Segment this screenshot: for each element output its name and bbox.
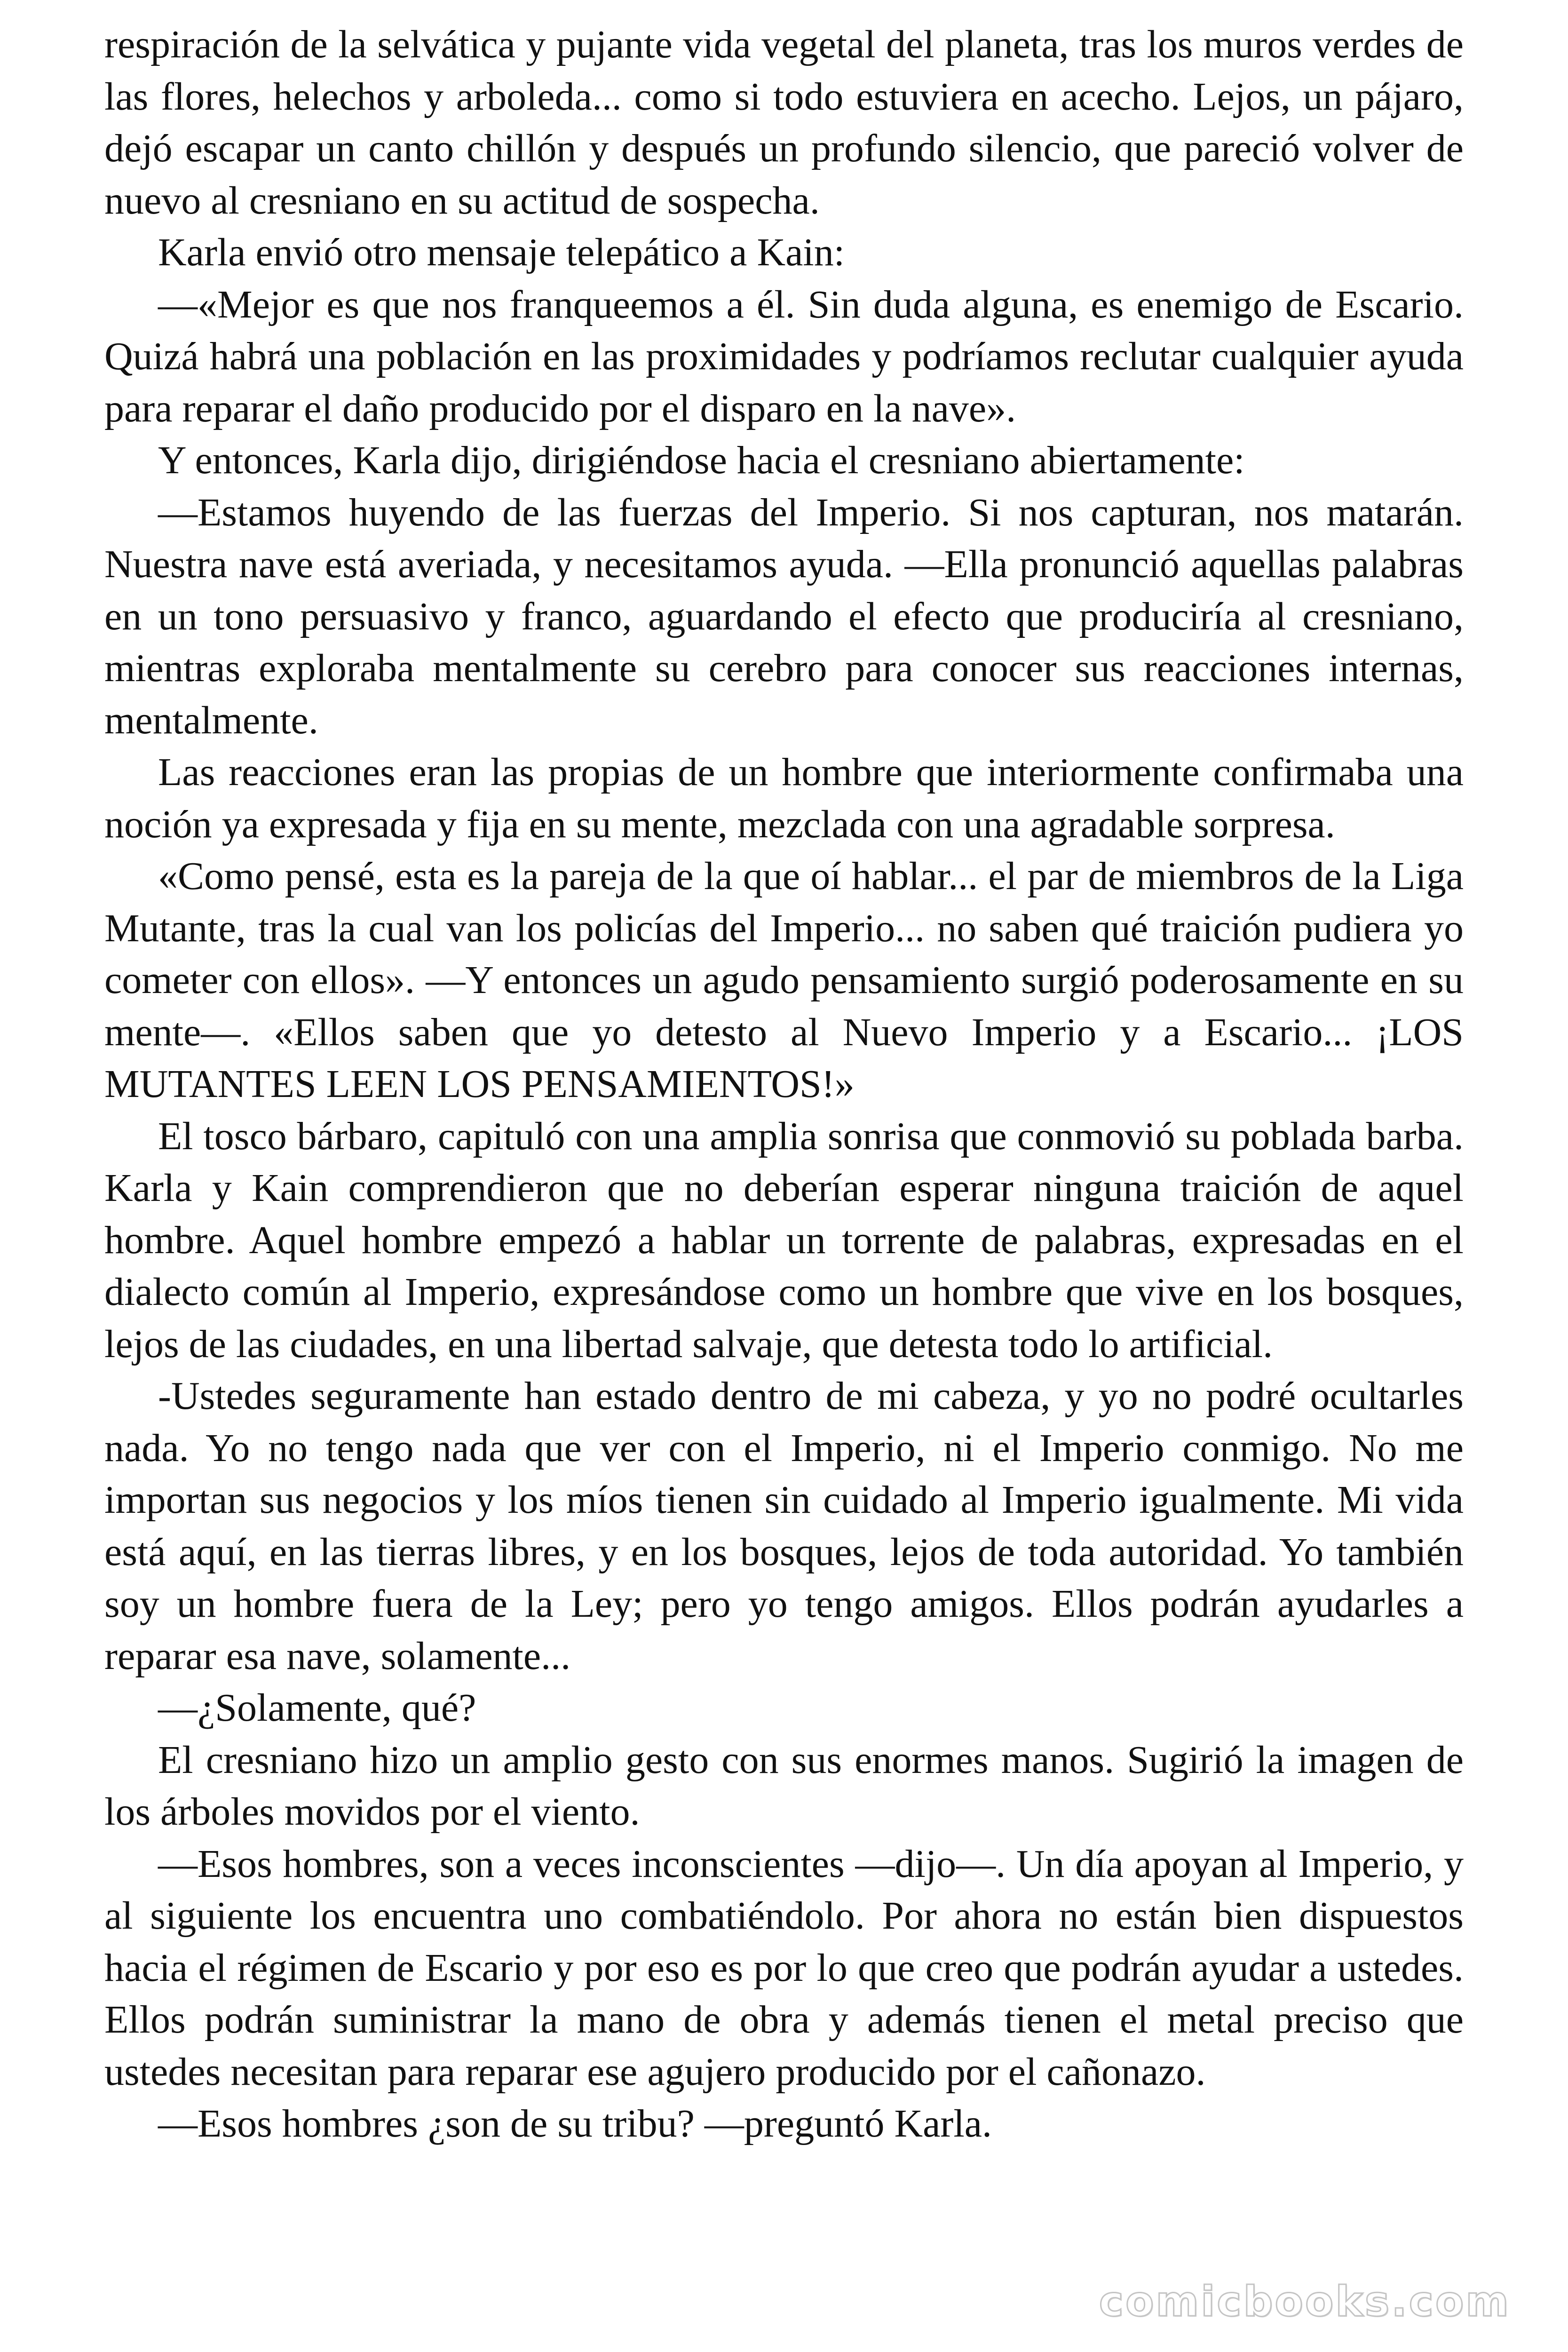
paragraph-12: —Esos hombres, son a veces inconscientes —dijo—. Un día apoyan al Imperio, y al siguiente los encuentra uno combatiéndolo. Por ahora no están bien dispuestos hacia el régimen de Escario y por eso es por lo que creo que podrán ayudar a ustedes. Ellos podrán suministrar la mano de obra y además tienen el metal preciso que ustedes necesitan para reparar ese agujero producido por el cañonazo.: [104, 1842, 1464, 2094]
paragraph-5: —Estamos huyendo de las fuerzas del Imperio. Si nos capturan, nos matarán. Nuestra nave está averiada, y necesitamos ayuda. —Ella pronunció aquellas palabras en un tono persuasivo y franco, aguardando el efecto que produciría al cresniano, mientras exploraba mentalmente su cerebro para conocer sus reacciones internas, mentalmente.: [104, 490, 1464, 742]
paragraph-13: —Esos hombres ¿son de su tribu? —preguntó Karla.: [158, 2102, 992, 2145]
watermark: comicbooks.com: [1099, 2277, 1511, 2326]
paragraph-10: —¿Solamente, qué?: [158, 1686, 476, 1730]
paragraph-4: Y entonces, Karla dijo, dirigiéndose hacia el cresniano abiertamente:: [158, 438, 1245, 482]
paragraph-6: Las reacciones eran las propias de un hombre que interiormente confirmaba una noción ya expresada y fija en su mente, mezclada con una agradable sorpresa.: [104, 750, 1464, 846]
page-body: [104, 19, 1464, 2150]
paragraph-3: —«Mejor es que nos franqueemos a él. Sin duda alguna, es enemigo de Escario. Quizá habrá una población en las proximidades y podríamos reclutar cualquier ayuda para reparar el daño producido por el disparo en la nave».: [104, 282, 1464, 430]
paragraph-1: respiración de la selvática y pujante vida vegetal del planeta, tras los muros verdes de las flores, helechos y arboleda... como si todo estuviera en acecho. Lejos, un pájaro, dejó escapar un canto chillón y después un profundo silencio, que pareció volver de nuevo al cresniano en su actitud de sospecha.: [104, 23, 1464, 222]
paragraph-11: El cresniano hizo un amplio gesto con sus enormes manos. Sugirió la imagen de los árboles movidos por el viento.: [104, 1738, 1464, 1834]
paragraph-7: «Como pensé, esta es la pareja de la que oí hablar... el par de miembros de la Liga Mutante, tras la cual van los policías del Imperio... no saben qué traición pudiera yo cometer con ellos». —Y entonces un agudo pensamiento surgió poderosamente en su mente—. «Ellos saben que yo detesto al Nuevo Imperio y a Escario... ¡LOS MUTANTES LEEN LOS PENSAMIENTOS!»: [104, 854, 1464, 1106]
paragraph-2: Karla envió otro mensaje telepático a Kain:: [158, 230, 845, 274]
paragraph-9: -Ustedes seguramente han estado dentro de mi cabeza, y yo no podré ocultarles nada. Yo no tengo nada que ver con el Imperio, ni el Imperio conmigo. No me importan sus negocios y los míos tienen sin cuidado al Imperio igualmente. Mi vida está aquí, en las tierras libres, y en los bosques, lejos de toda autoridad. Yo también soy un hombre fuera de la Ley; pero yo tengo amigos. Ellos podrán ayudarles a reparar esa nave, solamente...: [104, 1374, 1464, 1678]
paragraph-8: El tosco bárbaro, capituló con una amplia sonrisa que conmovió su poblada barba. Karla y Kain comprendieron que no deberían esperar ninguna traición de aquel hombre. Aquel hombre empezó a hablar un torrente de palabras, expresadas en el dialecto común al Imperio, expresándose como un hombre que vive en los bosques, lejos de las ciudades, en una libertad salvaje, que detesta todo lo artificial.: [104, 1114, 1464, 1366]
